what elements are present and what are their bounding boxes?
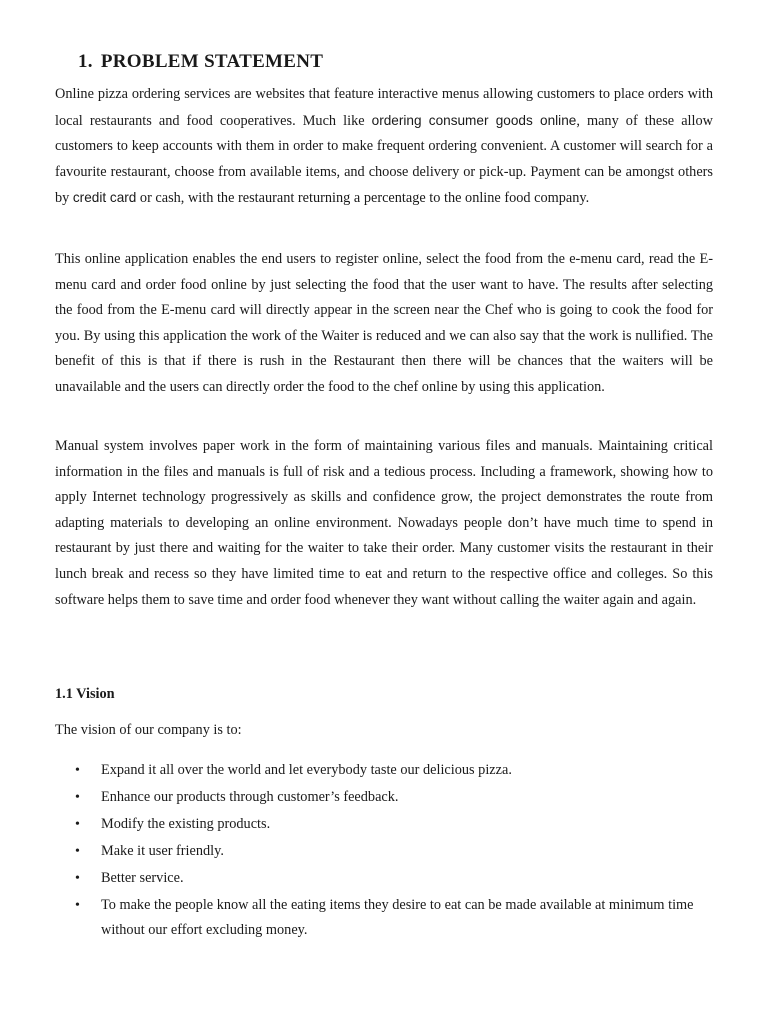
bullet-icon: •	[75, 790, 80, 805]
bullet-icon: •	[75, 844, 80, 859]
bullet-icon: •	[75, 817, 80, 832]
paragraph-1-text-a: Online pizza ordering services are websites that feature interactive menus allowing customers to place orders with local restaurants and food cooperatives. Much like	[55, 86, 713, 129]
paragraph-3: Manual system involves paper work in the form of maintaining various files and manuals. Maintaining critical information in the files and manuals is full of risk and a tedious process. Including a framework, showing how to apply Internet technology progressively as skills and confidence grow, the project demonstrates the route from adapting materials to developing an online environment. Nowadays people don’t have much time to spend in restaurant by just there and waiting for the waiter to take their order. Many customer visits the restaurant in their lunch break and recess so they have limited time to eat and return to the respective office and colleges. So this software helps them to save time and order food whenever they want without calling the waiter again and again.	[55, 438, 713, 608]
list-item-text: Enhance our products through customer’s feedback.	[101, 789, 399, 805]
bullet-icon: •	[75, 898, 80, 913]
paragraph-1-text-b: , many of these allow customers to keep accounts with them in order to make frequent ordering convenient. A customer will search for a favourite restaurant, choose from available items, and choose delivery or pick-up. Payment can be amongst others by	[55, 112, 713, 207]
list-item-text: Make it user friendly.	[101, 843, 224, 859]
list-item	[55, 893, 715, 943]
credit-card-link[interactable]: credit card	[72, 190, 137, 206]
vision-list	[55, 758, 715, 945]
paragraph-1-text-c: or cash, with the restaurant returning a percentage to the online food company.	[136, 190, 590, 207]
list-item	[55, 785, 715, 810]
section-title: PROBLEM STATEMENT	[100, 51, 324, 72]
bullet-icon: •	[75, 763, 80, 778]
paragraph-1	[55, 82, 713, 212]
list-item-text: To make the people know all the eating items they desire to eat can be made available at minimum time without our effort excluding money.	[101, 897, 694, 938]
vision-heading: 1.1 Vision	[55, 686, 115, 702]
list-item-text: Modify the existing products.	[101, 816, 271, 832]
list-item	[55, 866, 715, 891]
vision-intro: The vision of our company is to:	[55, 722, 242, 738]
list-item-text: Expand it all over the world and let everybody taste our delicious pizza.	[101, 762, 512, 778]
section-heading	[78, 51, 323, 73]
list-item	[55, 839, 715, 864]
list-item-text: Better service.	[101, 870, 184, 886]
consumer-goods-link[interactable]: ordering consumer goods online	[371, 112, 577, 128]
section-number: 1.	[78, 51, 93, 72]
paragraph-2: This online application enables the end users to register online, select the food from the e-menu card, read the E-menu card and order food online by just selecting the food that the user want to have. The results after selecting the food from the E-menu card will directly appear in the screen near the Chef who is going to cook the food for you. By using this application the work of the Waiter is reduced and we can also say that the work is nullified. The benefit of this is that if there is rush in the Restaurant then there will be chances that the waiters will be unavailable and the users can directly order the food to the chef online by using this application.	[55, 251, 713, 395]
list-item	[55, 812, 715, 837]
list-item	[55, 758, 715, 783]
bullet-icon: •	[75, 871, 80, 886]
